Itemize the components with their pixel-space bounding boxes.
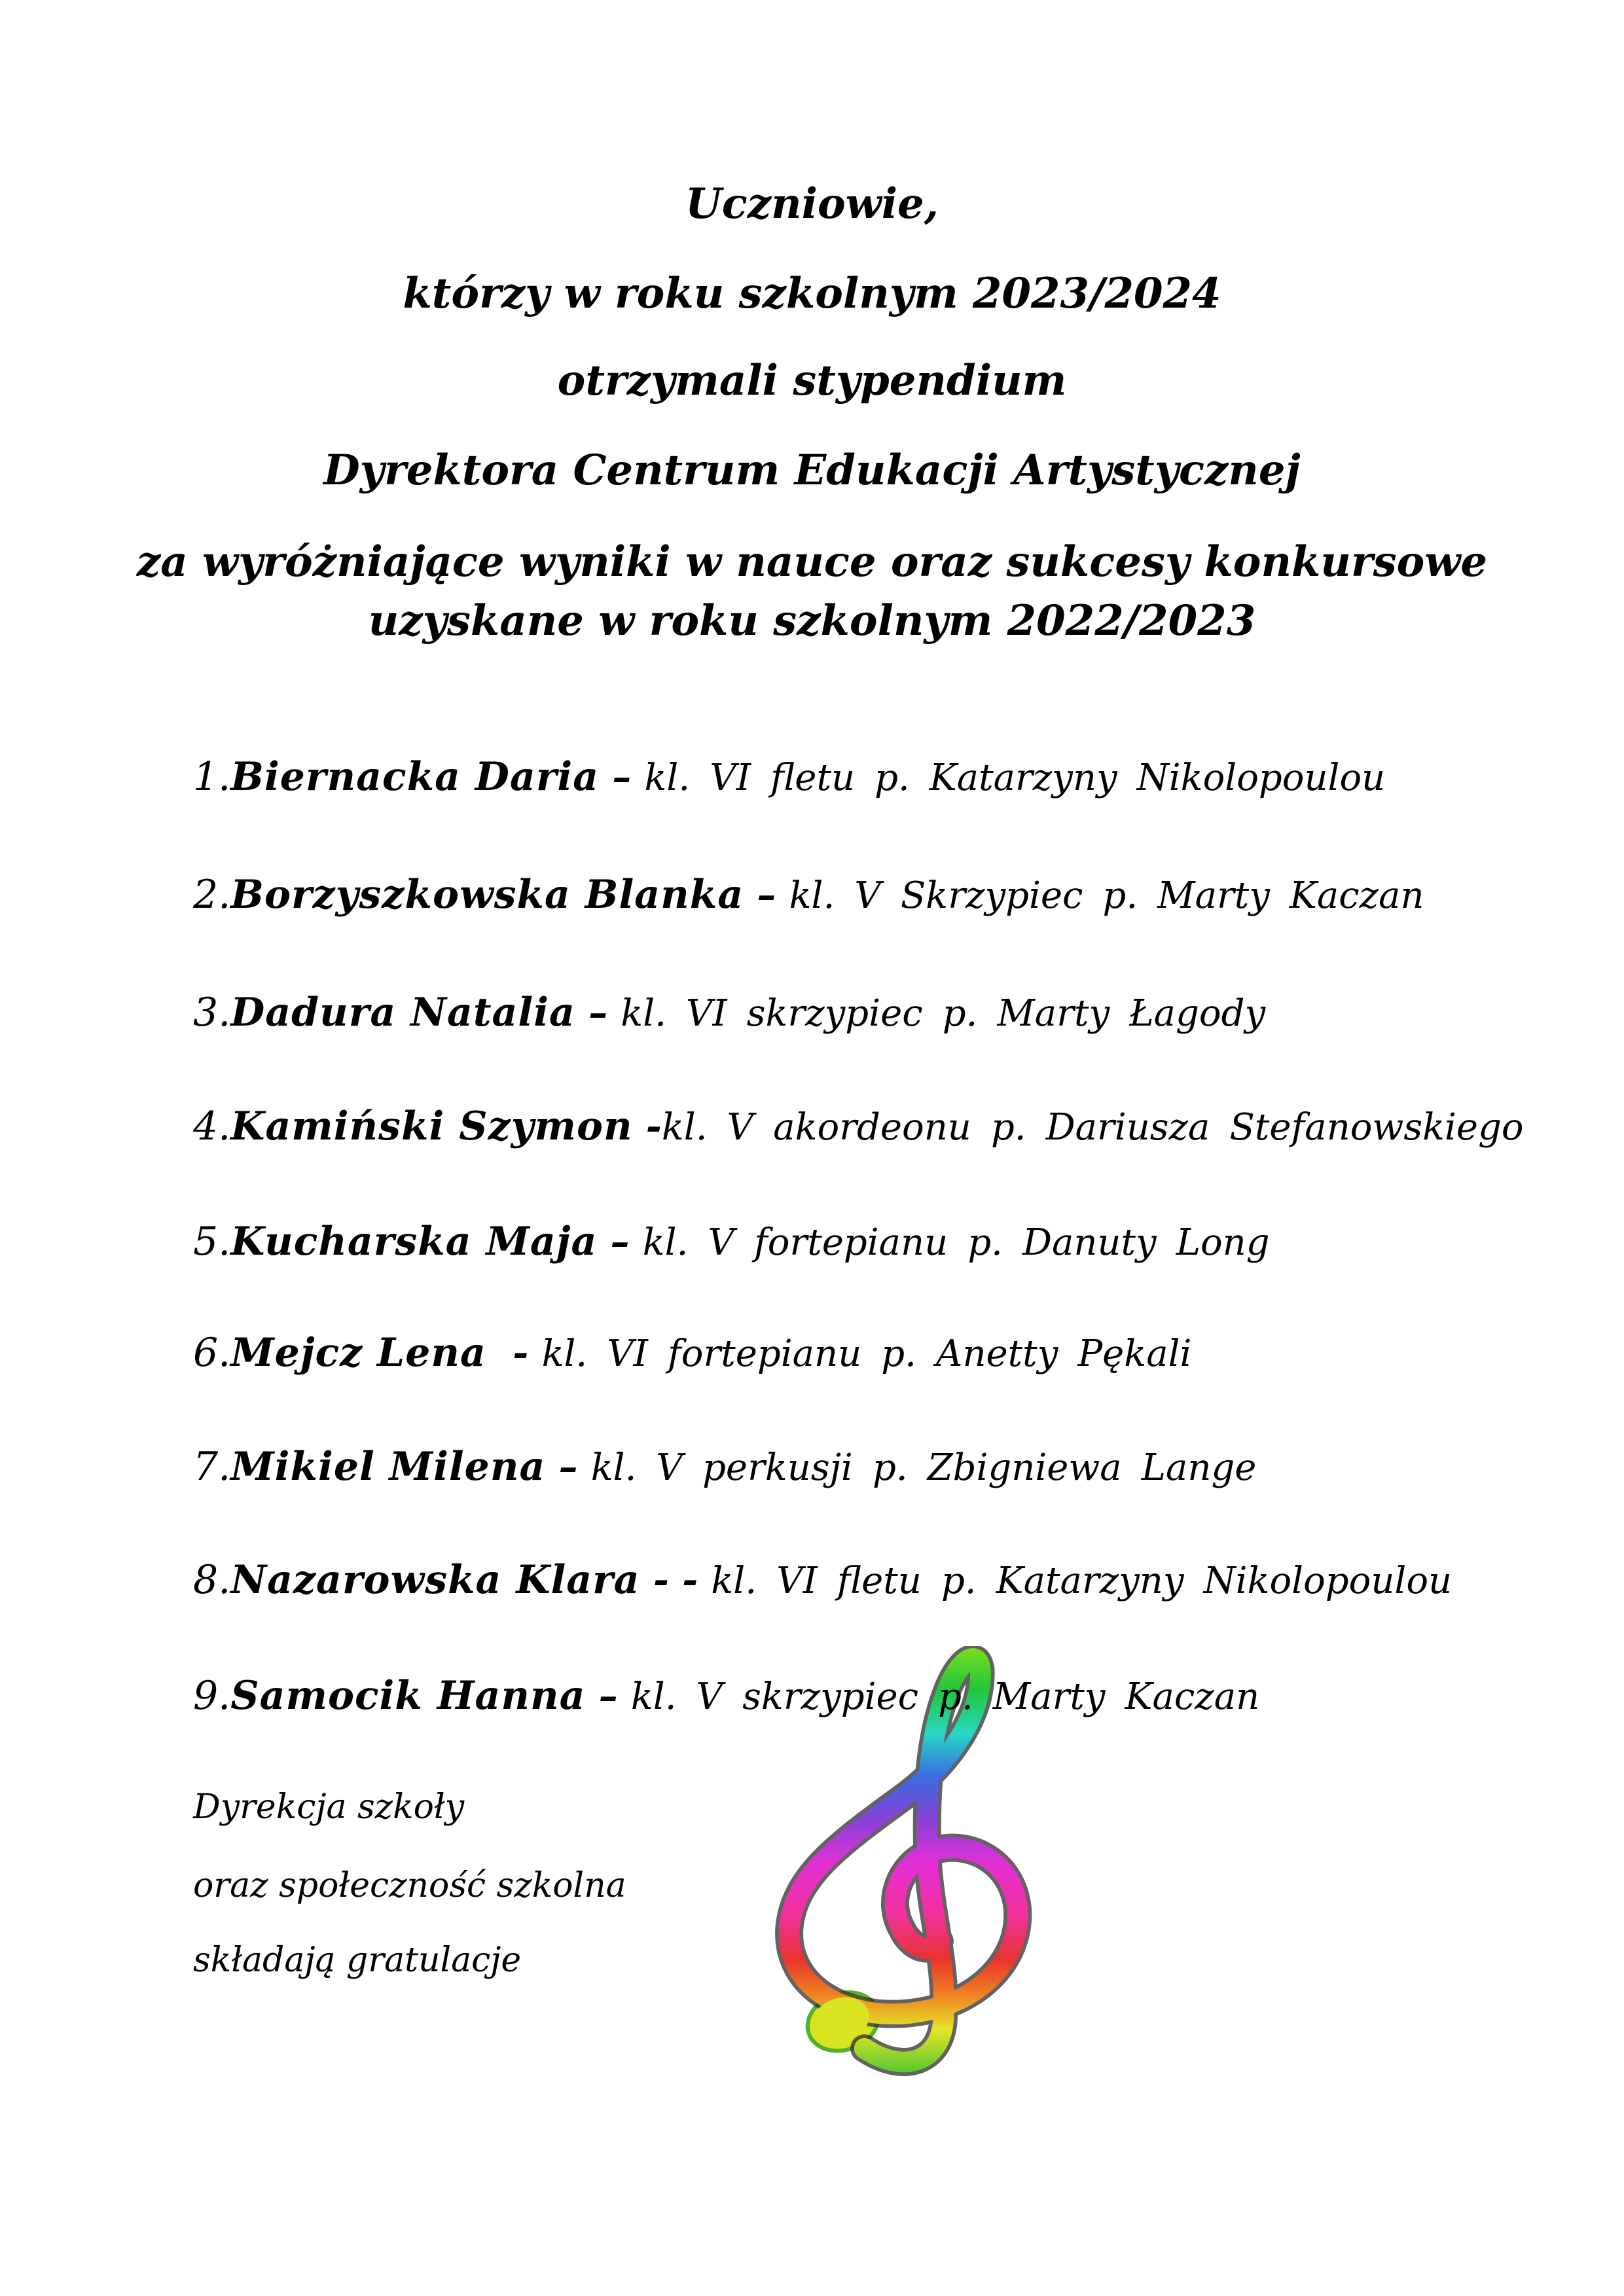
footer-line-1: Dyrekcja szkoły [193, 1787, 465, 1827]
student-number: 5. [193, 1219, 231, 1265]
student-row [193, 1557, 1453, 1603]
separator-dash: – [545, 1444, 591, 1489]
separator-dash: - [486, 1331, 542, 1375]
separator-dash: – [575, 990, 621, 1035]
student-row [193, 1330, 1192, 1376]
footer-line-3: składają gratulacje [193, 1941, 522, 1980]
student-name: Dadura Natalia [230, 990, 575, 1035]
student-details: kl. VI fortepianu p. Anetty Pękali [541, 1333, 1192, 1375]
student-number: 7. [193, 1444, 231, 1490]
student-number: 6. [193, 1330, 231, 1376]
header-line-5: za wyróżniające wyniki w nauce oraz sukcesy konkursowe [136, 537, 1488, 586]
student-number: 4. [193, 1103, 231, 1149]
student-details: kl. VI fletu p. Katarzyny Nikolopoulou [711, 1560, 1453, 1602]
student-number: 9. [193, 1673, 231, 1719]
student-number: 3. [193, 990, 231, 1035]
student-details: kl. V akordeonu p. Dariusza Stefanowskiego [661, 1106, 1524, 1149]
header-line-1: Uczniowie, [685, 179, 939, 228]
student-details: kl. V skrzypiec p. Marty Kaczan [630, 1676, 1260, 1718]
separator-dash: – [597, 1219, 643, 1264]
student-name: Kamiński Szymon [230, 1103, 633, 1149]
student-row [193, 1103, 1524, 1149]
student-name: Mejcz Lena [230, 1330, 486, 1376]
student-row [193, 1673, 1260, 1719]
student-details: kl. V Skrzypiec p. Marty Kaczan [789, 874, 1424, 917]
student-details: kl. VI skrzypiec p. Marty Łagody [621, 992, 1266, 1035]
student-row [193, 754, 1386, 800]
student-name: Mikiel Milena [230, 1444, 546, 1490]
separator-dash: - - [640, 1558, 712, 1602]
student-number: 2. [193, 872, 231, 918]
student-number: 1. [193, 754, 231, 800]
student-details: kl. VI fletu p. Katarzyny Nikolopoulou [644, 757, 1386, 799]
header-line-3: otrzymali stypendium [557, 356, 1067, 405]
separator-dash: – [744, 872, 789, 917]
separator-dash: – [585, 1674, 631, 1718]
student-name: Borzyszkowska Blanka [230, 872, 744, 918]
student-details: kl. V perkusji p. Zbigniewa Lange [590, 1446, 1257, 1489]
student-row [193, 990, 1266, 1035]
header-line-2: którzy w roku szkolnym 2023/2024 [403, 269, 1221, 318]
student-row [193, 1444, 1257, 1490]
header-line-4: Dyrektora Centrum Edukacji Artystycznej [323, 446, 1301, 495]
student-details: kl. V fortepianu p. Danuty Long [642, 1221, 1270, 1264]
separator-dash: – [599, 755, 645, 799]
student-name: Samocik Hanna [230, 1673, 586, 1719]
student-row [193, 1219, 1270, 1265]
student-number: 8. [193, 1557, 231, 1603]
student-name: Nazarowska Klara [230, 1557, 640, 1603]
student-row [193, 872, 1424, 918]
header-line-6: uzyskane w roku szkolnym 2022/2023 [368, 596, 1256, 645]
student-name: Kucharska Maja [230, 1219, 598, 1265]
separator-dash: - [632, 1104, 662, 1149]
footer-line-2: oraz społeczność szkolna [193, 1866, 626, 1905]
student-name: Biernacka Daria [230, 754, 600, 800]
